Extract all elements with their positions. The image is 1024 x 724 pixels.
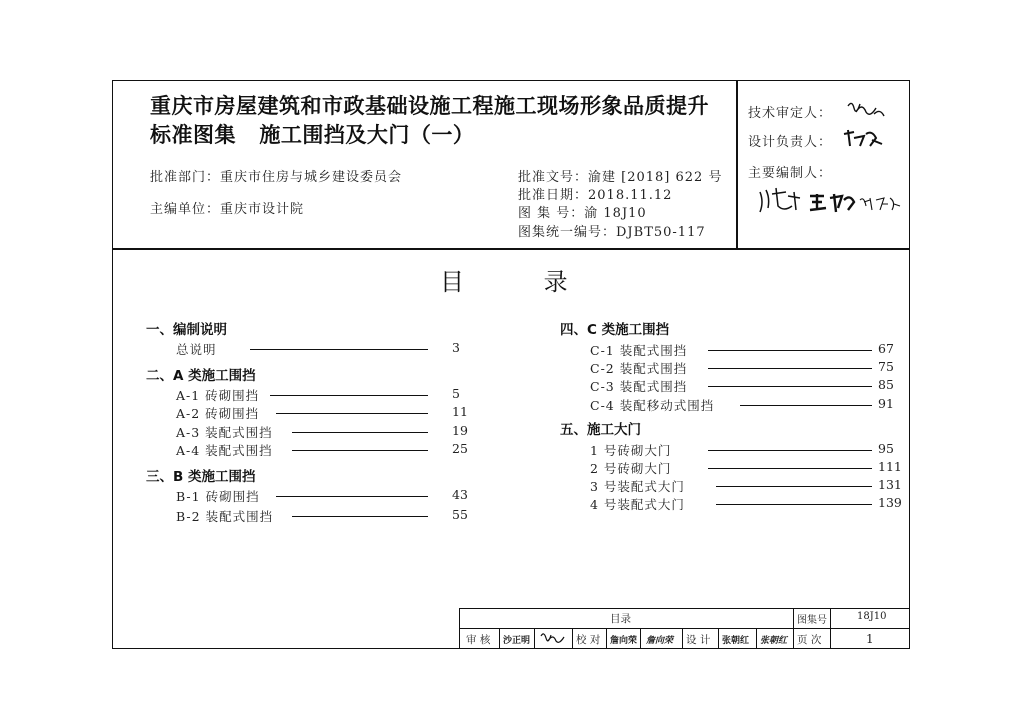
atlas-no-value: 18J10 — [857, 611, 887, 622]
toc-entry-page: 131 — [878, 477, 902, 492]
leader-line — [292, 450, 428, 451]
leader-line — [708, 350, 872, 351]
toc-entry[interactable] — [590, 441, 910, 459]
page-label: 页 次 — [797, 634, 822, 646]
toc-entry-label: 3 号装配式大门 — [590, 479, 685, 494]
tech-reviewer-signature — [846, 98, 886, 122]
toc-section: 一、编制说明 — [146, 322, 227, 338]
reviewer-name: 沙正明 — [503, 636, 531, 646]
title-block-col-divider — [830, 608, 831, 649]
drawing-title: 目录 — [610, 613, 631, 625]
toc-entry-page: 5 — [452, 386, 460, 401]
approve-date: 批准日期：2018.11.12 — [518, 188, 673, 203]
chief-unit: 主编单位：重庆市设计院 — [150, 202, 305, 217]
toc-entry-label: B-2 装配式围挡 — [176, 509, 274, 524]
toc-entry-page: 111 — [878, 459, 902, 474]
toc-entry-label: B-1 砖砌围挡 — [176, 489, 260, 504]
leader-line — [708, 468, 872, 469]
title-block-col-divider — [572, 628, 573, 649]
toc-entry-label: 总说明 — [176, 342, 217, 357]
toc-section: 四、C 类施工围挡 — [560, 322, 670, 338]
title-block-col-divider — [718, 628, 719, 649]
toc-entry[interactable] — [590, 377, 894, 395]
title-block-col-divider — [793, 608, 794, 649]
title-block-col-divider — [606, 628, 607, 649]
header-divider — [112, 248, 910, 250]
title-block-col-divider — [756, 628, 757, 649]
main-editor-2-signature — [808, 190, 856, 214]
toc-entry-label: C-3 装配式围挡 — [590, 379, 688, 394]
approve-dept: 批准部门：重庆市住房与城乡建设委员会 — [150, 170, 403, 185]
check-label: 校 对 — [576, 634, 601, 646]
leader-line — [292, 516, 428, 517]
toc-entry[interactable] — [590, 459, 910, 477]
toc-entry[interactable] — [176, 386, 476, 404]
title-block-row-divider — [459, 628, 910, 629]
leader-line — [716, 486, 872, 487]
leader-line — [276, 413, 428, 414]
toc-entry-page: 25 — [452, 441, 468, 456]
toc-entry[interactable] — [590, 495, 910, 513]
toc-entry-page: 95 — [878, 441, 894, 456]
leader-line — [276, 496, 428, 497]
toc-entry-label: A-3 装配式围挡 — [176, 425, 273, 440]
toc-entry-label: 4 号装配式大门 — [590, 497, 685, 512]
toc-entry-label: A-1 砖砌围挡 — [176, 388, 260, 403]
review-label: 审 核 — [466, 634, 491, 646]
main-editors-label: 主要编制人： — [748, 166, 833, 181]
toc-entry[interactable] — [590, 396, 894, 414]
toc-entry[interactable] — [176, 423, 476, 441]
toc-entry-page: 3 — [452, 340, 460, 355]
atlas-no: 图 集 号：渝 18J10 — [518, 206, 647, 221]
toc-entry-page: 91 — [878, 396, 894, 411]
page-value: 1 — [866, 632, 874, 646]
toc-entry-label: C-1 装配式围挡 — [590, 343, 688, 358]
toc-section: 三、B 类施工围挡 — [146, 469, 256, 485]
toc-heading — [440, 262, 568, 297]
tech-reviewer-label: 技术审定人： — [748, 106, 833, 121]
reviewer-signature — [539, 630, 569, 646]
toc-entry-label: A-4 装配式围挡 — [176, 443, 273, 458]
toc-heading-left: 目 — [440, 268, 464, 296]
signature-column-divider — [736, 80, 738, 249]
toc-section: 二、A 类施工围挡 — [146, 368, 256, 384]
checker-name: 詹向荣 — [610, 636, 638, 646]
designer-signature: 张朝红 — [760, 636, 788, 646]
toc-entry[interactable] — [590, 341, 894, 359]
main-editor-3-signature — [858, 194, 902, 214]
toc-section: 五、施工大门 — [560, 422, 641, 438]
checker-signature: 詹向荣 — [646, 636, 674, 646]
toc-entry-label: A-2 砖砌围挡 — [176, 406, 260, 421]
leader-line — [716, 504, 872, 505]
leader-line — [708, 450, 872, 451]
leader-line — [270, 395, 428, 396]
toc-entry-label: C-2 装配式围挡 — [590, 361, 688, 376]
toc-entry-page: 67 — [878, 341, 894, 356]
designer-name: 张朝红 — [722, 636, 750, 646]
toc-entry[interactable] — [590, 477, 910, 495]
atlas-title — [150, 92, 709, 150]
toc-entry-page: 11 — [452, 404, 468, 419]
atlas-title-line2: 标准图集 施工围挡及大门（一） — [150, 123, 475, 147]
title-block-col-divider — [682, 628, 683, 649]
toc-entry-label: C-4 装配移动式围挡 — [590, 398, 715, 413]
design-lead-signature — [842, 128, 884, 150]
toc-heading-right: 录 — [543, 268, 568, 296]
toc-entry[interactable] — [176, 404, 476, 422]
leader-line — [740, 405, 872, 406]
toc-entry-page: 55 — [452, 507, 468, 522]
atlas-title-line1: 重庆市房屋建筑和市政基础设施工程施工现场形象品质提升 — [150, 94, 709, 118]
toc-entry-page: 85 — [878, 377, 894, 392]
title-block-col-divider — [499, 628, 500, 649]
leader-line — [292, 432, 428, 433]
toc-entry[interactable] — [176, 487, 476, 505]
unified-no: 图集统一编号：DJBT50-117 — [518, 225, 706, 240]
approve-doc-no: 批准文号：渝建 [2018] 622 号 — [518, 170, 723, 185]
toc-entry[interactable] — [176, 507, 476, 525]
toc-entry[interactable] — [176, 340, 476, 358]
main-editor-1-signature — [756, 186, 804, 216]
toc-entry-page: 75 — [878, 359, 894, 374]
toc-entry-label: 1 号砖砌大门 — [590, 443, 672, 458]
atlas-no-label: 图集号 — [797, 615, 827, 626]
toc-entry-page: 139 — [878, 495, 902, 510]
title-block-col-divider — [640, 628, 641, 649]
leader-line — [708, 386, 872, 387]
title-block-col-divider — [534, 628, 535, 649]
toc-entry[interactable] — [176, 441, 476, 459]
leader-line — [708, 368, 872, 369]
toc-entry-page: 19 — [452, 423, 468, 438]
toc-entry-label: 2 号砖砌大门 — [590, 461, 672, 476]
design-label: 设 计 — [686, 634, 711, 646]
leader-line — [250, 349, 428, 350]
toc-entry[interactable] — [590, 359, 894, 377]
design-lead-label: 设计负责人： — [748, 135, 833, 150]
toc-entry-page: 43 — [452, 487, 468, 502]
